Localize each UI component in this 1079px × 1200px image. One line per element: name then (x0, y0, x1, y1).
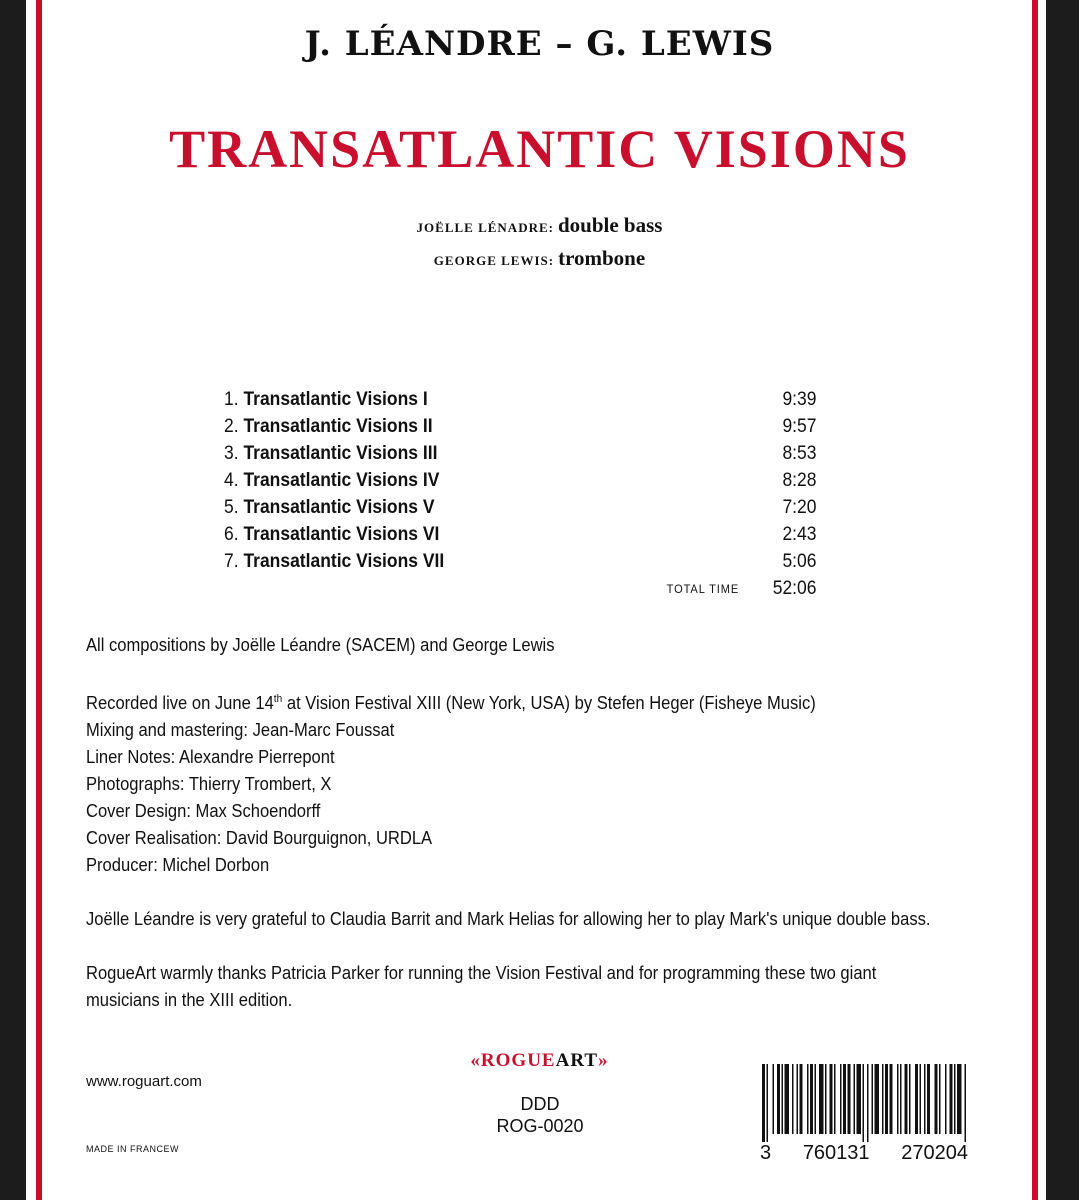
barcode-bar (819, 1064, 824, 1134)
barcode-bar (854, 1064, 856, 1134)
barcode-bar (807, 1064, 809, 1134)
track-title: Transatlantic Visions VI (243, 524, 440, 545)
barcode-bar (848, 1064, 851, 1134)
barcode-bar (939, 1064, 941, 1134)
musician-name: GEORGE LEWIS: (433, 253, 555, 268)
catalog-number: ROG-0020 (496, 1116, 584, 1136)
barcode-bar (915, 1064, 918, 1134)
barcode-bar (773, 1064, 775, 1134)
barcode-bar (909, 1064, 911, 1134)
track-duration: 2:43 (782, 524, 817, 545)
track-number: 3. (224, 443, 239, 464)
barcode-bar (863, 1064, 865, 1142)
website-url: www.roguart.com (86, 1073, 202, 1090)
barcode-bar (885, 1064, 888, 1134)
recording-credit-rest: at Vision Festival XIII (New York, USA) by Stefen Heger (Fisheye Music) (282, 693, 816, 713)
track-duration: 9:57 (782, 416, 817, 437)
barcode-bar (927, 1064, 930, 1134)
recording-credit-text: Recorded live on June 14 (86, 693, 274, 713)
recording-credit (86, 686, 942, 717)
artists-heading: J. LÉANDRE – G. LEWIS (304, 24, 775, 64)
ordinal-suffix: th (273, 693, 283, 705)
barcode-bars (756, 1062, 972, 1142)
track-row (224, 413, 816, 440)
album-title: TRANSATLANTIC VISIONS (169, 119, 910, 179)
track-row (224, 494, 816, 521)
track-title: Transatlantic Visions VII (243, 551, 445, 572)
barcode (756, 1062, 972, 1168)
barcode-bar (875, 1064, 880, 1134)
mixing-credit: Mixing and mastering: Jean-Marc Foussat (86, 720, 395, 740)
barcode-bar (920, 1064, 922, 1134)
track-title: Transatlantic Visions I (243, 389, 428, 410)
track-row (224, 440, 816, 467)
total-time-row (224, 575, 816, 602)
barcode-bar (950, 1064, 953, 1134)
tracklist (224, 386, 816, 602)
barcode-digit-group: 270204 (901, 1142, 968, 1164)
barcode-bar (897, 1064, 899, 1134)
track-duration: 8:28 (782, 470, 817, 491)
track-duration: 7:20 (782, 497, 817, 518)
made-in-label: MADE IN FRANCEW (86, 1144, 179, 1154)
track-title: Transatlantic Visions II (243, 416, 433, 437)
photographs-credit: Photographs: Thierry Trombert, X (86, 774, 332, 794)
barcode-bar (777, 1064, 780, 1134)
thanks-note-2-cont: musicians in the XIII edition. (86, 990, 293, 1010)
red-frame-left (36, 0, 42, 1200)
credits (86, 632, 942, 1014)
producer-credit: Producer: Michel Dorbon (86, 855, 270, 875)
track-title: Transatlantic Visions IV (243, 470, 440, 491)
barcode-bar (830, 1064, 833, 1134)
barcode-bar (815, 1064, 817, 1134)
cover-design-credit: Cover Design: Max Schoendorff (86, 801, 321, 821)
total-time-value: 52:06 (772, 578, 817, 599)
catalog-info (440, 1093, 640, 1137)
barcode-bar (767, 1064, 769, 1142)
track-row (224, 521, 816, 548)
red-frame-right (1032, 0, 1038, 1200)
barcode-bar (782, 1064, 784, 1134)
musician-name: JOËLLE LÉNADRE: (416, 220, 554, 235)
track-number: 6. (224, 524, 239, 545)
barcode-bar (800, 1064, 803, 1134)
barcode-bar (797, 1064, 799, 1134)
barcode-bar (867, 1064, 869, 1142)
personnel-row (0, 210, 1079, 243)
barcode-bar (924, 1064, 926, 1134)
track-row (224, 548, 816, 575)
track-number: 5. (224, 497, 239, 518)
barcode-bar (945, 1064, 947, 1134)
barcode-bar (965, 1064, 967, 1142)
barcode-digits (756, 1140, 972, 1166)
barcode-bar (957, 1064, 962, 1134)
logo-rogue: ROGUE (480, 1050, 556, 1071)
barcode-bar (834, 1064, 836, 1134)
barcode-bar (935, 1064, 938, 1134)
track-title: Transatlantic Visions V (243, 497, 435, 518)
barcode-digit-group: 760131 (802, 1142, 870, 1164)
liner-notes-credit: Liner Notes: Alexandre Pierrepont (86, 747, 335, 767)
thanks-note: Joëlle Léandre is very grateful to Claudia Barrit and Mark Helias for allowing her to play Mark's unique double bass. (86, 909, 931, 929)
musician-instrument: double bass (557, 213, 663, 237)
track-number: 7. (224, 551, 239, 572)
barcode-bar (857, 1064, 862, 1134)
logo-art: ART (555, 1050, 599, 1071)
total-time-label: TOTAL TIME (666, 582, 740, 596)
barcode-bar (762, 1064, 765, 1142)
roguart-logo: «ROGUEART» (470, 1050, 609, 1071)
track-duration: 5:06 (782, 551, 817, 572)
format-code: DDD (520, 1094, 560, 1114)
barcode-bar (905, 1064, 908, 1134)
musician-instrument: trombone (558, 246, 646, 270)
track-row (224, 467, 816, 494)
track-title: Transatlantic Visions III (243, 443, 438, 464)
barcode-bar (810, 1064, 813, 1134)
thanks-note-2: RogueArt warmly thanks Patricia Parker for running the Vision Festival and for programming these two giant (86, 963, 877, 983)
personnel-row (0, 243, 1079, 276)
barcode-bar (785, 1064, 790, 1134)
barcode-bar (900, 1064, 902, 1134)
track-duration: 8:53 (782, 443, 817, 464)
barcode-bar (840, 1064, 842, 1134)
track-number: 4. (224, 470, 239, 491)
barcode-bar (792, 1064, 794, 1134)
track-number: 2. (224, 416, 239, 437)
barcode-bar (954, 1064, 956, 1134)
track-duration: 9:39 (782, 389, 817, 410)
barcode-digit-group: 3 (760, 1142, 772, 1164)
barcode-bar (825, 1064, 827, 1134)
personnel (0, 210, 1079, 276)
barcode-bar (872, 1064, 874, 1134)
compositions-credit: All compositions by Joëlle Léandre (SACEM) and George Lewis (86, 635, 555, 655)
barcode-bar (843, 1064, 846, 1134)
cover-realisation-credit: Cover Realisation: David Bourguignon, URDLA (86, 828, 433, 848)
barcode-bar (882, 1064, 884, 1134)
barcode-bar (890, 1064, 893, 1134)
track-row (224, 386, 816, 413)
track-number: 1. (224, 389, 239, 410)
